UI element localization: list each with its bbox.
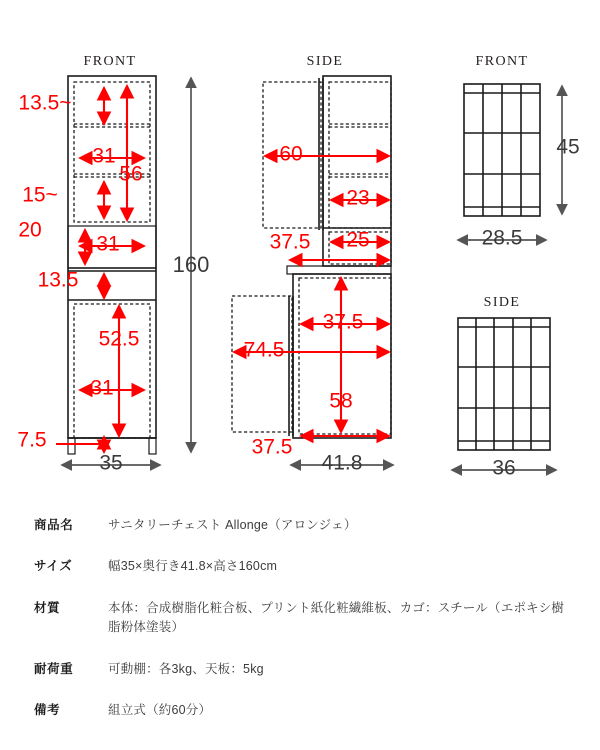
dim-total-height: 160 — [172, 251, 210, 277]
dim-cabinet-inner-width: 31 — [90, 376, 114, 400]
dim-open-shelf-height: 13.5 — [37, 268, 79, 292]
spec-value-remarks: 組立式（約60分） — [108, 702, 212, 717]
dim-total-width: 35 — [99, 451, 123, 475]
specification-table-body — [34, 505, 572, 731]
dim-lower-shelf-gap: 15~ — [22, 183, 58, 207]
spec-key-load-capacity: 耐荷重 — [34, 661, 74, 676]
table-row — [34, 588, 572, 649]
spec-key-product-name: 商品名 — [34, 518, 74, 532]
dim-top-shelf-gap: 13.5~ — [18, 91, 72, 115]
table-row — [34, 690, 572, 731]
basket-side-outline — [458, 318, 550, 450]
cabinet-side-view — [232, 54, 393, 475]
dim-basket-front-height: 45 — [556, 135, 580, 159]
dim-lower-door-open-width: 74.5 — [243, 338, 285, 362]
leg-left — [68, 438, 75, 454]
dim-top-plate-depth: 25 — [346, 228, 370, 252]
dim-upper-inner-depth: 23 — [346, 186, 370, 210]
spec-key-size: サイズ — [34, 559, 73, 574]
spec-key-remarks: 備考 — [34, 702, 61, 717]
cabinet-side-label: SIDE — [306, 54, 344, 69]
basket-front-label: FRONT — [475, 54, 529, 69]
dim-drawer-width: 31 — [96, 232, 120, 256]
leg-right — [149, 438, 156, 454]
dim-lower-depth-total: 37.5 — [251, 435, 293, 459]
dim-basket-front-width: 28.5 — [481, 226, 523, 250]
spec-value-product-name: サニタリーチェスト Allonge（アロンジェ） — [108, 518, 357, 532]
basket-side-view — [452, 295, 556, 480]
dim-drawer-height: 20 — [18, 218, 42, 242]
spec-value-size: 幅35×奥行き41.8×高さ160cm — [108, 559, 278, 574]
specification-section — [0, 505, 600, 731]
lower-cabinet-interior — [74, 304, 150, 438]
spec-key-material: 材質 — [34, 600, 61, 615]
basket-side-label: SIDE — [483, 295, 521, 310]
dim-cabinet-inner-height: 52.5 — [98, 327, 140, 351]
specification-table — [34, 505, 572, 731]
cabinet-front-view — [17, 54, 209, 475]
dim-lower-inner-height: 58 — [329, 389, 353, 413]
dim-upper-inner-width: 31 — [92, 144, 116, 168]
cabinet-front-label: FRONT — [83, 54, 137, 69]
dim-leg-height: 7.5 — [17, 428, 47, 452]
spec-value-load-capacity: 可動棚：各3kg、天板：5kg — [108, 661, 264, 676]
dim-upper-inner-height: 56 — [119, 162, 143, 186]
dim-total-depth: 41.8 — [321, 451, 363, 475]
dim-upper-depth-total: 37.5 — [269, 230, 311, 254]
lower-door-open — [232, 296, 292, 432]
table-row — [34, 505, 572, 546]
dim-lower-inner-depth: 37.5 — [322, 310, 364, 334]
dim-basket-side-width: 36 — [492, 456, 516, 480]
spec-value-material: 本体：合成樹脂化粧合板、プリント紙化粧繊維板、カゴ：スチール（エポキシ樹脂粉体塗装） — [108, 600, 565, 635]
dim-door-open-width: 60 — [279, 142, 303, 166]
table-row — [34, 546, 572, 587]
basket-front-view — [458, 54, 580, 250]
lower-top-plate — [287, 266, 391, 274]
table-row — [34, 649, 572, 690]
